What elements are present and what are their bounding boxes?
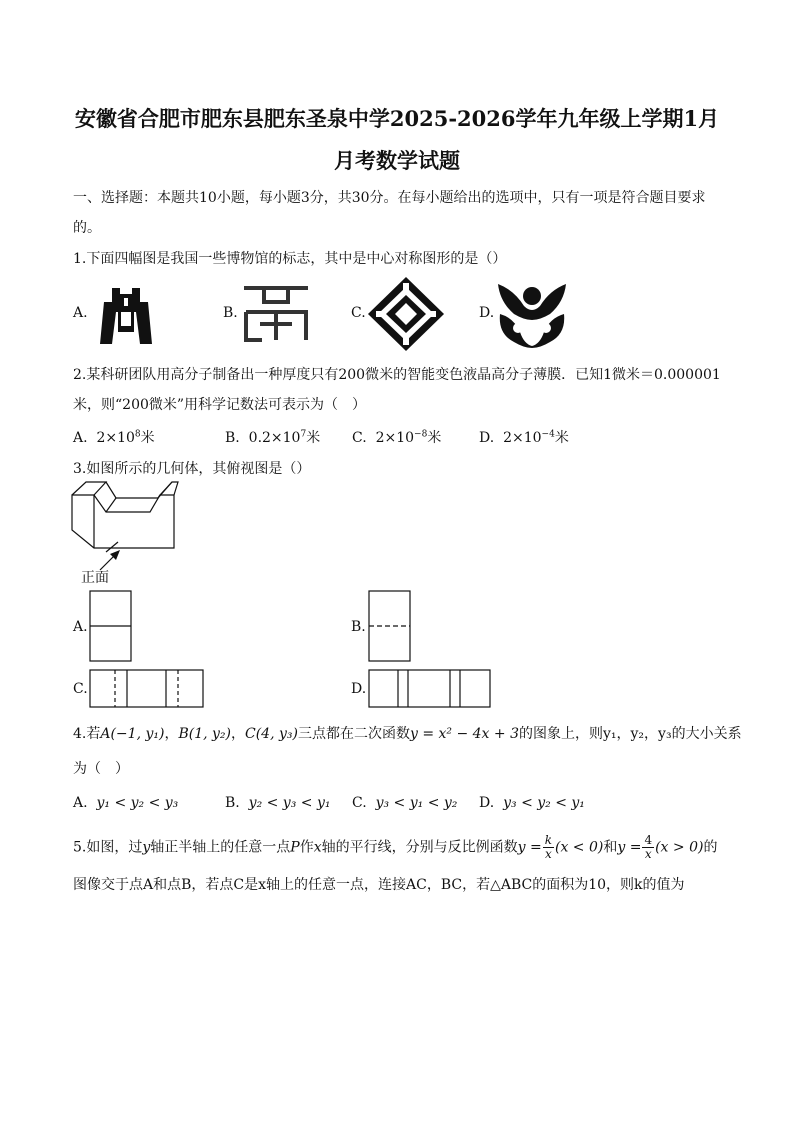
front-label: 正面 — [81, 570, 109, 586]
q3-option-b-figure — [368, 590, 412, 662]
museum-logo-a-icon — [88, 282, 164, 346]
q4-option-d[interactable]: D. y₃ < y₂ < y₁ — [479, 795, 585, 811]
q3-option-c-label[interactable]: C. — [73, 681, 88, 697]
q4-option-c[interactable]: C. y₃ < y₁ < y₂ — [352, 795, 458, 811]
page-title: 安徽省合肥市肥东县肥东圣泉中学2025-2026学年九年级上学期1月 — [74, 106, 720, 131]
point-c: C(4, y₃) — [245, 726, 298, 742]
q3-option-c-figure — [89, 669, 205, 709]
question-4-stem-cont: 为（ ） — [73, 761, 129, 777]
q2-option-b[interactable]: B. $0.2\times 10^7$米 — [225, 429, 321, 446]
question-1-stem: 1.下面四幅图是我国一些博物馆的标志，其中是中心对称图形的是（） — [73, 251, 507, 267]
question-5-stem-cont: 图像交于点A和点B，若点C是x轴上的任意一点，连接AC，BC，若△ABC的面积为10，则k的值为 — [73, 877, 685, 893]
museum-logo-c-icon — [368, 277, 444, 351]
museum-logo-d-icon — [494, 280, 570, 348]
point-b: B(1, y₂) — [178, 726, 231, 742]
question-2-stem: 2.某科研团队用高分子制备出一种厚度只有200微米的智能变色液晶高分子薄膜．已知1微米＝0.000001 — [73, 367, 721, 383]
question-5-stem: 5.如图，过y轴正半轴上的任意一点P作x轴的平行线，分别与反比例函数y = $\frac{k}{x}$ (x < 0)和y = $\frac{4}{x}$ (x > 0)的 — [73, 833, 718, 861]
q4-option-a[interactable]: A. y₁ < y₂ < y₃ — [73, 795, 179, 811]
q1-option-c-label[interactable]: C. — [351, 305, 366, 321]
q3-option-d-label[interactable]: D. — [351, 681, 367, 697]
q2-option-a[interactable]: A. $2\times 10^8$米 — [73, 429, 155, 446]
fraction-k-over-x: $\frac{k}{x}$ — [544, 833, 552, 861]
q3-option-a-figure — [89, 590, 133, 662]
section-heading: 一、选择题：本题共10小题，每小题3分，共30分。在每小题给出的选项中，只有一项是符合题目要求 — [73, 190, 706, 206]
page-subtitle: 月考数学试题 — [334, 148, 460, 173]
q3-option-a-label[interactable]: A. — [73, 619, 88, 635]
question-4-stem: 4.若A(−1, y₁)，B(1, y₂)，C(4, y₃)三点都在二次函数y = x² − 4x + 3的图象上，则y₁，y₂，y₃的大小关系 — [73, 726, 742, 742]
question-2-stem-cont: 米，则“200微米”用科学记数法可表示为（ ） — [73, 397, 367, 413]
geometric-solid-figure — [70, 480, 180, 555]
museum-logo-b-icon — [240, 282, 312, 346]
q3-option-b-label[interactable]: B. — [351, 619, 366, 635]
q2-option-d[interactable]: D. $2\times 10^{-4}$米 — [479, 429, 569, 446]
quadratic-function: y = x² − 4x + 3 — [409, 726, 519, 742]
q4-option-b[interactable]: B. y₂ < y₃ < y₁ — [225, 795, 331, 811]
q3-option-d-figure — [368, 669, 492, 709]
q1-option-d-label[interactable]: D. — [479, 305, 495, 321]
point-a: A(−1, y₁) — [100, 726, 165, 742]
section-heading-cont: 的。 — [73, 220, 101, 236]
q1-option-a-label[interactable]: A. — [73, 305, 88, 321]
fraction-4-over-x: $\frac{4}{x}$ — [644, 833, 653, 861]
question-3-stem: 3.如图所示的几何体，其俯视图是（） — [73, 461, 311, 477]
q2-option-c[interactable]: C. $2\times 10^{-8}$米 — [352, 429, 442, 446]
q1-option-b-label[interactable]: B. — [223, 305, 238, 321]
